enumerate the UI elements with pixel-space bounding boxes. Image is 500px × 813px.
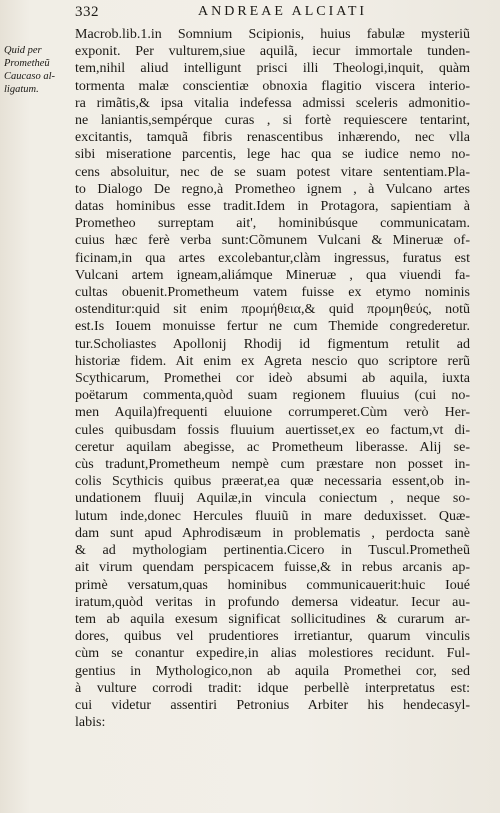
text-line: Vulcani artem igneam,aliámque Mineruæ , qua viuendi fa-	[75, 267, 470, 283]
marginal-note-line: Prometheũ	[4, 58, 50, 69]
body-text	[75, 26, 470, 731]
text-line: cens absoluitur, nec de se suam potest vitare sententiam.Pla-	[75, 164, 470, 180]
text-line: lutum inde,donec Hercules fluuiũ in mare deduxisset. Quæ-	[75, 508, 470, 524]
text-line: excitantis, tamquã fibris renascentibus inhærendo, nec vlla	[75, 130, 470, 146]
text-line: poëtarum commenta,quòd suam regionem fluuius (cui no-	[75, 388, 470, 404]
text-line: ostenditur:quid sit enim προμήθεια,& quid προμηθεύς, notũ	[75, 302, 470, 318]
text-line: tormenta malæ conscientiæ obnoxia flagitio viscera interio-	[75, 78, 470, 94]
text-line: ne laniantis,sempérque curas , si fortè requiescere tentarint,	[75, 113, 470, 129]
text-line: to Dialogo De regno,à Prometheo ignem , à Vulcano artes	[75, 181, 470, 197]
text-line: à vulture corrodi tradit: idque perbellè interpretatus est:	[75, 680, 470, 696]
text-line: cultas obuenit.Prometheum vatem fuisse ex etymo nominis	[75, 285, 470, 301]
text-line: dam sunt apud Aphrodisæum in problematis , perdocta sanè	[75, 525, 470, 541]
text-line: labis:	[75, 715, 106, 731]
text-line: & ad mythologiam pertinentia.Cicero in Tuscul.Prometheũ	[75, 543, 470, 559]
text-line: tur.Scholiastes Apollonij Rhodij id figmentum retulit ad	[75, 336, 470, 352]
running-head: ANDREAE ALCIATI	[198, 4, 368, 19]
text-line: exponit. Per vulturem,siue aquilã, iecur immortale tunden-	[75, 44, 470, 60]
marginal-note-line: Caucaso al-	[4, 71, 56, 82]
text-line: gentius in Mythologico,non ab aquila Promethei cor, sed	[75, 663, 470, 679]
text-line: cules quibusdam fossis fluuium auertisset,ex eo factum,vt di-	[75, 422, 470, 438]
text-line: cui videtur assentiri Petronius Arbiter his hendecasyl-	[75, 697, 470, 713]
marginal-note-line: ligatum.	[4, 84, 39, 95]
text-line: ficinam,in qua artes excolebantur,clàm ingressus, furatus est	[75, 250, 470, 266]
text-line: primè versatum,quas hominibus communicauerit:huic Ioué	[75, 577, 470, 593]
text-line: cùm se conantur expedire,in alias molestiores recidunt. Ful-	[75, 646, 470, 662]
text-line: iratum,quòd veritas in profundo demersa videatur. Iecur au-	[75, 594, 470, 610]
text-line: Macrob.lib.1.in Somnium Scipionis, huius fabulæ mysteriũ	[75, 27, 470, 42]
text-line: undationem fluuij Aquilæ,in vincula coniectum , neque so-	[75, 491, 470, 507]
text-line: ait virum quendam perspicacem fuisse,& in rebus arcanis ap-	[75, 560, 470, 576]
marginal-note	[4, 44, 70, 96]
text-line: cùs tradunt,Prometheum nempè cum præstare non posset in-	[75, 457, 470, 473]
text-line: ra rimãtis,& ipsa vitalia indefessa admissi sceleris admonitio-	[75, 95, 470, 111]
text-line: Scythicarum, Promethei cor ideò absumi ab aquila, iuxta	[75, 371, 470, 387]
text-line: historiæ fidem. Ait enim ex Agreta nescio quo scriptore rerũ	[75, 353, 470, 369]
text-line: tem,nihil aliud intelligunt prisci illi Theologi,inquit, quàm	[75, 61, 470, 77]
text-line: men Aquila)frequenti eluuione corrumperet.Cùm verò Her-	[75, 405, 470, 421]
text-line: datas hominibus esse tradit.Idem in Protagora, sapientiam à	[75, 199, 470, 215]
text-line: ceretur aquilam abegisse, ac Prometheum liberasse. Alij se-	[75, 439, 470, 455]
text-line: tem ab aquila exesum significat sollicitudines & curarum ar-	[75, 611, 470, 627]
text-line: Prometheo surreptam ait', hominibúsque communicatam.	[75, 216, 470, 232]
text-line: colis Scythicis quibus præerat,ea quæ necessaria essent,ob in-	[75, 474, 470, 490]
text-line: est.Is Iouem monuisse fertur ne cum Themide congrederetur.	[75, 319, 470, 335]
text-line: cuius hæc ferè verba sunt:Cõmunem Vulcani & Mineruæ of-	[75, 233, 470, 249]
marginal-note-line: Quid per	[4, 45, 42, 56]
page-number: 332	[75, 4, 99, 20]
text-line: sibi miseratione parcentis, lege hac qua se iudice nemo no-	[75, 147, 470, 163]
text-line: dores, quibus vel prudentiores irretiantur, quarum vinculis	[75, 629, 470, 645]
